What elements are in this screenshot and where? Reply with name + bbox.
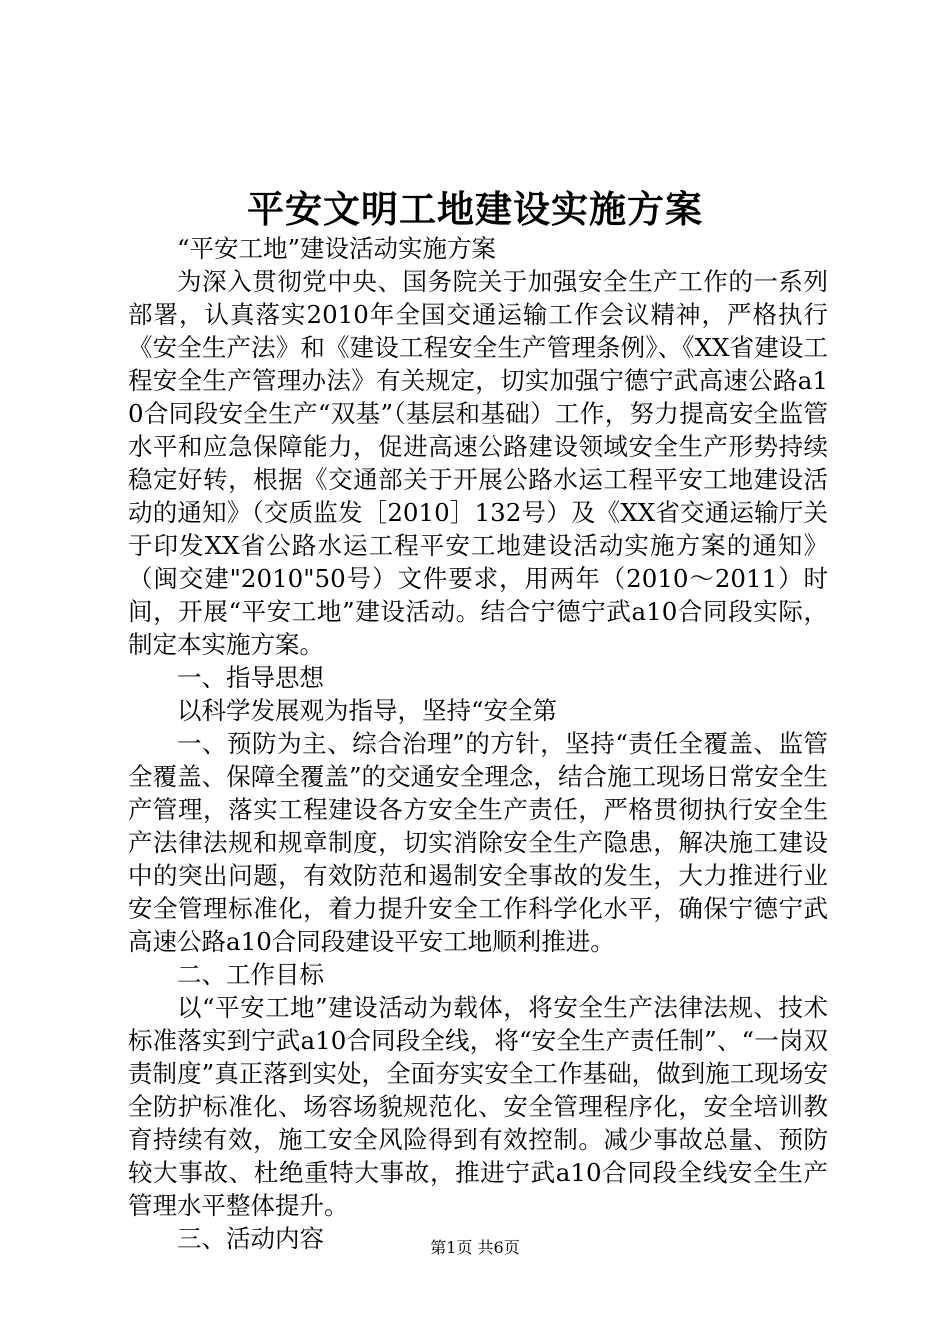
document-body [128, 232, 828, 1255]
section-heading-activity-content: 三、活动内容 [177, 1224, 324, 1253]
document-title: 平安文明工地建设实施方案 [247, 187, 703, 231]
section-heading-guiding-thought: 一、指导思想 [177, 663, 324, 692]
guiding-thought-paragraph-1: 以科学发展观为指导，坚持“安全第 [177, 696, 558, 725]
work-goals-paragraph: 以“平安工地”建设活动为载体，将安全生产法律法规、技术标准落实到宁武a10合同段全线，将“安全生产责任制”、“一岗双责制度”真正落到实处，全面夯实安全工作基础，做到施工现场安全防护标准化、场容场貌规范化、安全管理程序化，安全培训教育持续有效，施工安全风险得到有效控制。减少事故总量、预防较大事故、杜绝重特大事故，推进宁武a10合同段全线安全生产管理水平整体提升。 [128, 993, 828, 1220]
section-heading-work-goals: 二、工作目标 [177, 960, 324, 989]
page-footer: 第1页 共6页 [430, 1238, 520, 1257]
subtitle-paragraph: “平安工地”建设活动实施方案 [177, 234, 497, 263]
intro-paragraph: 为深入贯彻党中央、国务院关于加强安全生产工作的一系列部署，认真落实2010年全国交通运输工作会议精神，严格执行《安全生产法》和《建设工程安全生产管理条例》、《XX省建设工程安全生产管理办法》有关规定，切实加强宁德宁武高速公路a10合同段安全生产“双基”（基层和基础）工作，努力提高安全监管水平和应急保障能力，促进高速公路建设领域安全生产形势持续稳定好转，根据《交通部关于开展公路水运工程平安工地建设活动的通知》（交质监发［2010］132号）及《XX省交通运输厅关于印发XX省公路水运工程平安工地建设活动实施方案的通知》（闽交建"2010"50号）文件要求，用两年（2010～2011）时间，开展“平安工地”建设活动。结合宁德宁武a10合同段实际，制定本实施方案。 [128, 267, 828, 659]
guiding-thought-paragraph-2: 一、预防为主、综合治理”的方针，坚持“责任全覆盖、监管全覆盖、保障全覆盖”的交通安全理念，结合施工现场日常安全生产管理，落实工程建设各方安全生产责任，严格贯彻执行安全生产法律法规和规章制度，切实消除安全生产隐患，解决施工建设中的突出问题，有效防范和遏制安全事故的发生，大力推进行业安全管理标准化，着力提升安全工作科学化水平，确保宁德宁武高速公路a10合同段建设平安工地顺利推进。 [128, 729, 828, 956]
